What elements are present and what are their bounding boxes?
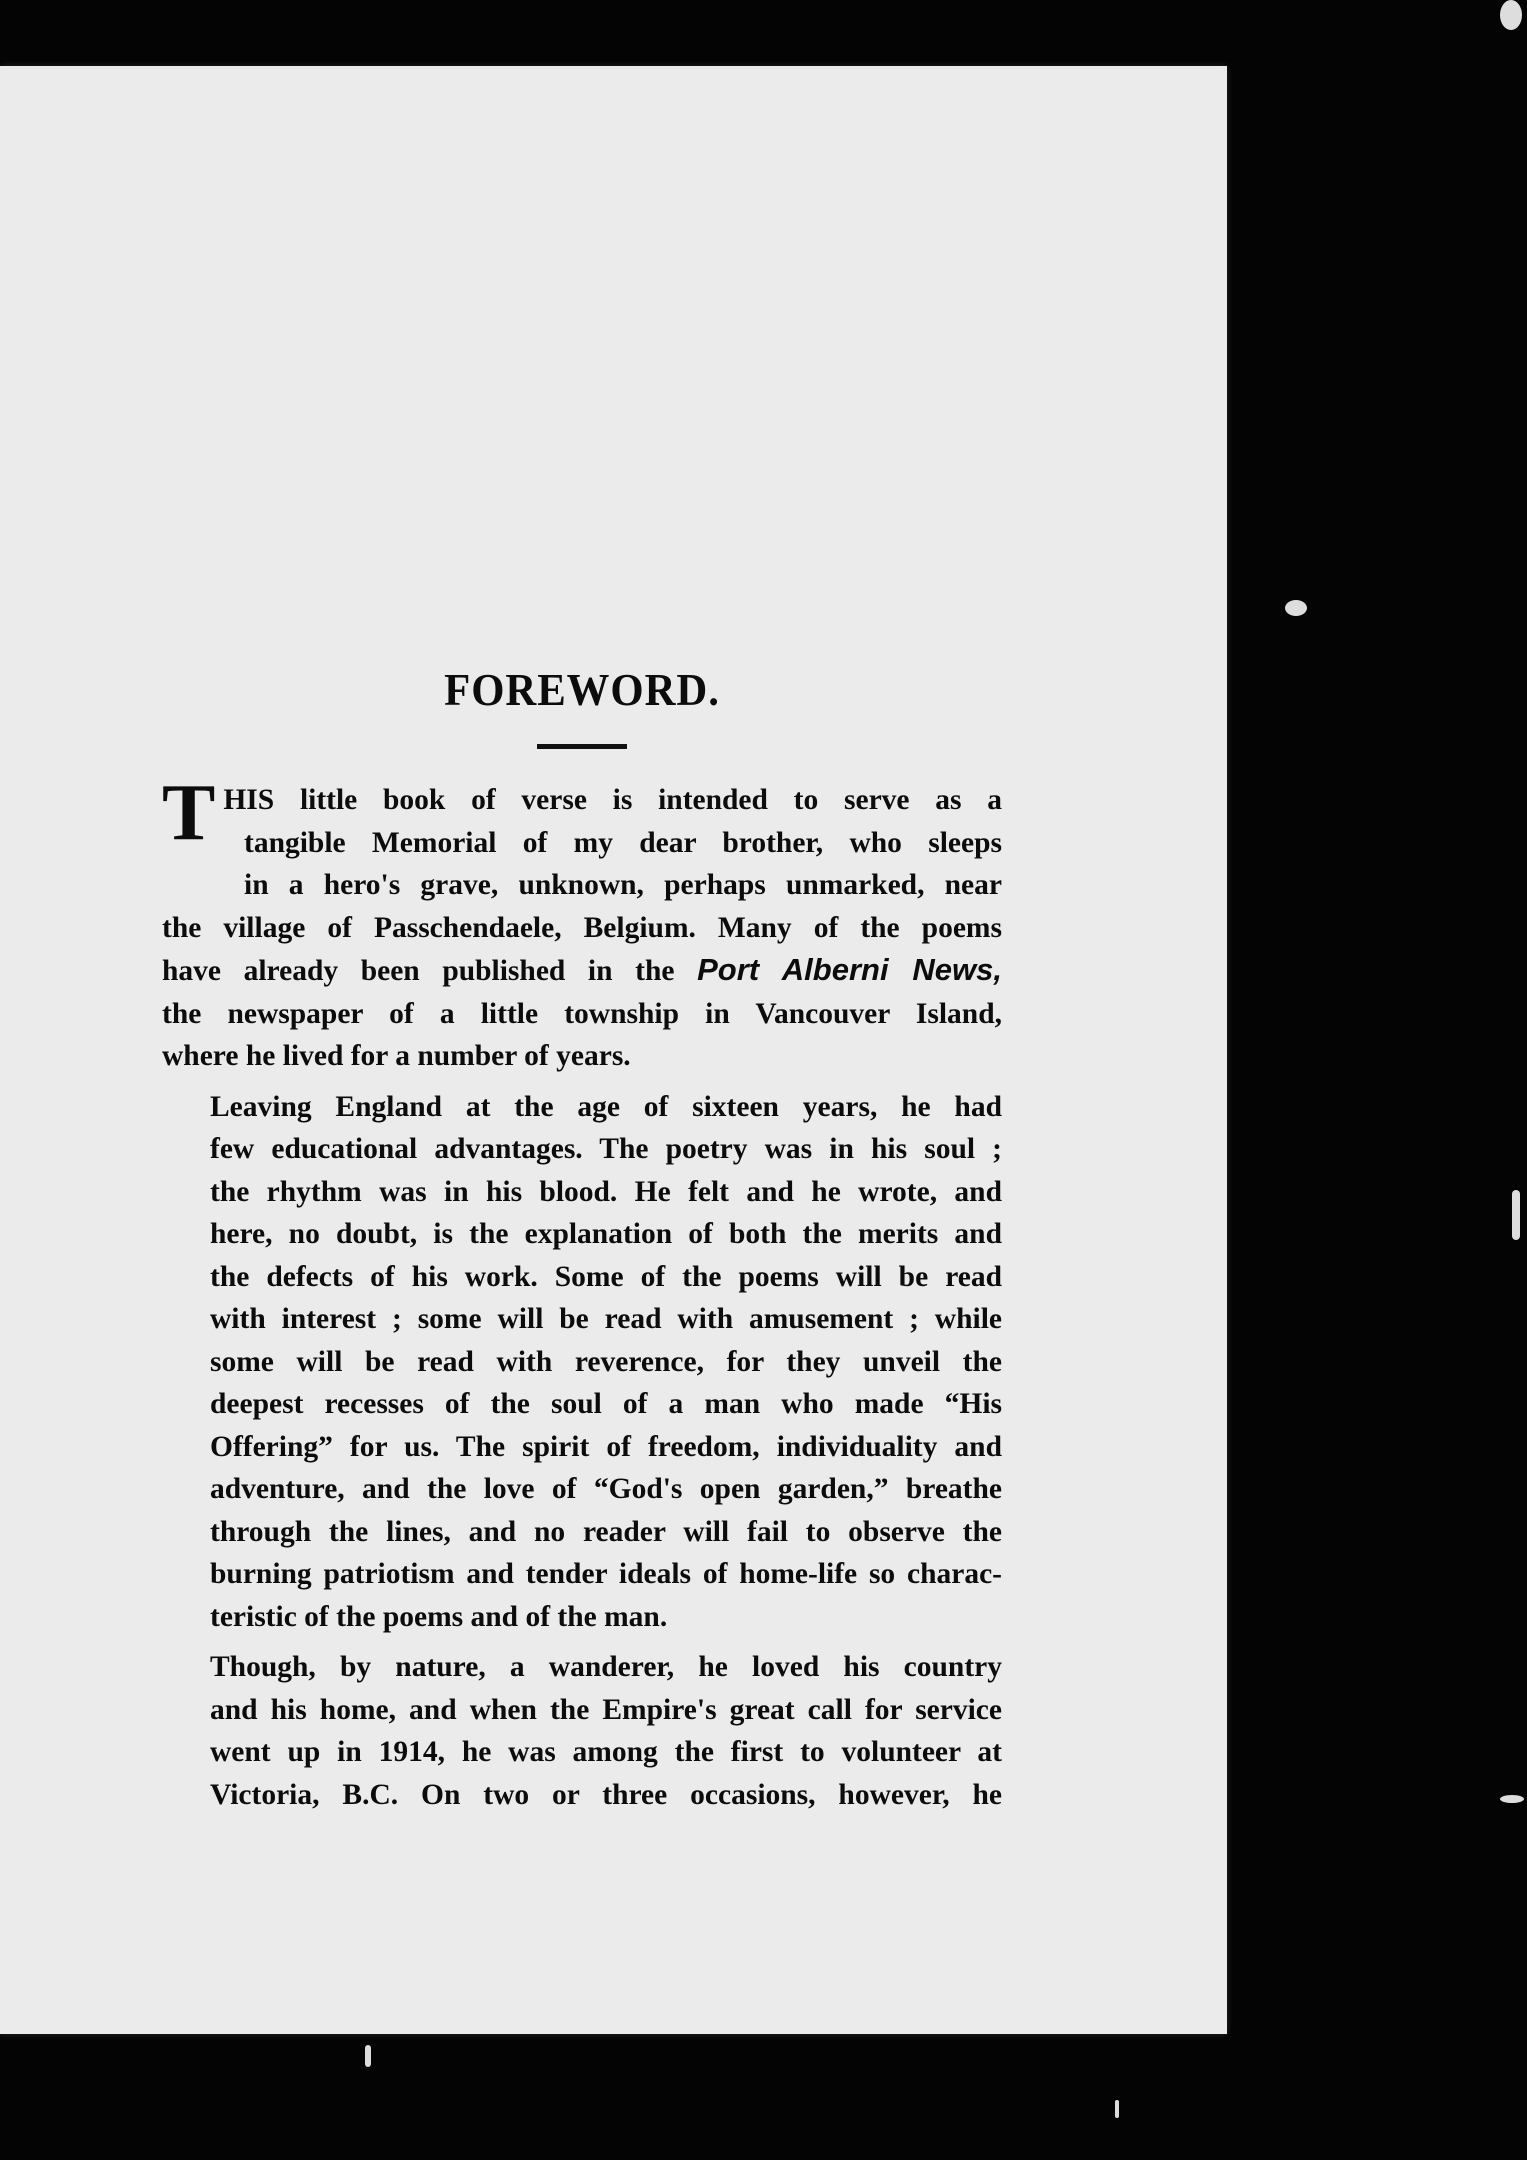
paragraph-1 <box>162 769 1002 1078</box>
paragraph-2-line: the defects of his work. Some of the poems will be read <box>210 1260 1002 1293</box>
paragraph-2-line: deepest recesses of the soul of a man who made “His <box>210 1388 1002 1420</box>
dust-speck <box>1500 0 1522 30</box>
foreword-text <box>162 664 1002 1816</box>
book-page <box>0 66 1227 2034</box>
paragraph-2-line: Leaving England at the age of sixteen years, he had <box>210 1090 1002 1123</box>
paragraph-3 <box>162 1646 1002 1816</box>
dust-speck <box>1512 1190 1520 1240</box>
paragraph-1-text: have already been published in the <box>162 955 698 987</box>
paragraph-2-line: here, no doubt, is the explanation of both the merits and <box>210 1218 1002 1250</box>
drop-cap: T <box>162 769 216 857</box>
paragraph-2-line: the rhythm was in his blood. He felt and he wrote, and <box>210 1175 1002 1208</box>
paragraph-2-line: some will be read with reverence, for they unveil the <box>210 1345 1002 1378</box>
dust-speck <box>1285 600 1307 616</box>
paragraph-2-line: Offering” for us. The spirit of freedom, individuality and <box>210 1430 1002 1463</box>
dust-speck <box>1500 1795 1524 1803</box>
paragraph-1-line <box>162 949 1002 993</box>
dust-speck <box>365 2045 371 2067</box>
paragraph-3-line: Though, by nature, a wanderer, he loved his country <box>210 1651 1002 1683</box>
paragraph-3-line: went up in 1914, he was among the first to volunteer at <box>210 1736 1002 1768</box>
newspaper-name: Port Alberni News, <box>697 952 1002 987</box>
paragraph-3-line: and his home, and when the Empire's great call for service <box>210 1693 1002 1726</box>
paragraph-2-line: few educational advantages. The poetry was in his soul ; <box>210 1133 1002 1165</box>
paragraph-1-line: the village of Passchendaele, Belgium. Many of the poems <box>162 911 1002 944</box>
paragraph-1-line: tangible Memorial of my dear brother, who sleeps <box>244 826 1002 859</box>
paragraph-2-line: burning patriotism and tender ideals of home-life so charac- <box>210 1558 1002 1590</box>
paragraph-1-line: the newspaper of a little township in Vancouver Island, <box>162 997 1002 1030</box>
paragraph-2 <box>162 1086 1002 1639</box>
paragraph-2-line: with interest ; some will be read with amusement ; while <box>210 1303 1002 1335</box>
paragraph-2-line: adventure, and the love of “God's open garden,” breathe <box>210 1473 1002 1505</box>
paragraph-2-line: through the lines, and no reader will fail to observe the <box>210 1515 1002 1548</box>
page-title: FOREWORD. <box>444 665 720 715</box>
dust-speck <box>1115 2100 1119 2118</box>
title-rule <box>537 744 627 749</box>
paragraph-3-line: Victoria, B.C. On two or three occasions, however, he <box>210 1778 1002 1811</box>
paragraph-1-line: in a hero's grave, unknown, perhaps unmarked, near <box>244 869 1002 901</box>
paragraph-2-line: teristic of the poems and of the man. <box>210 1600 668 1633</box>
paragraph-1-line: HIS little book of verse is intended to serve as a <box>223 784 1002 816</box>
paragraph-1-line: where he lived for a number of years. <box>162 1040 631 1072</box>
